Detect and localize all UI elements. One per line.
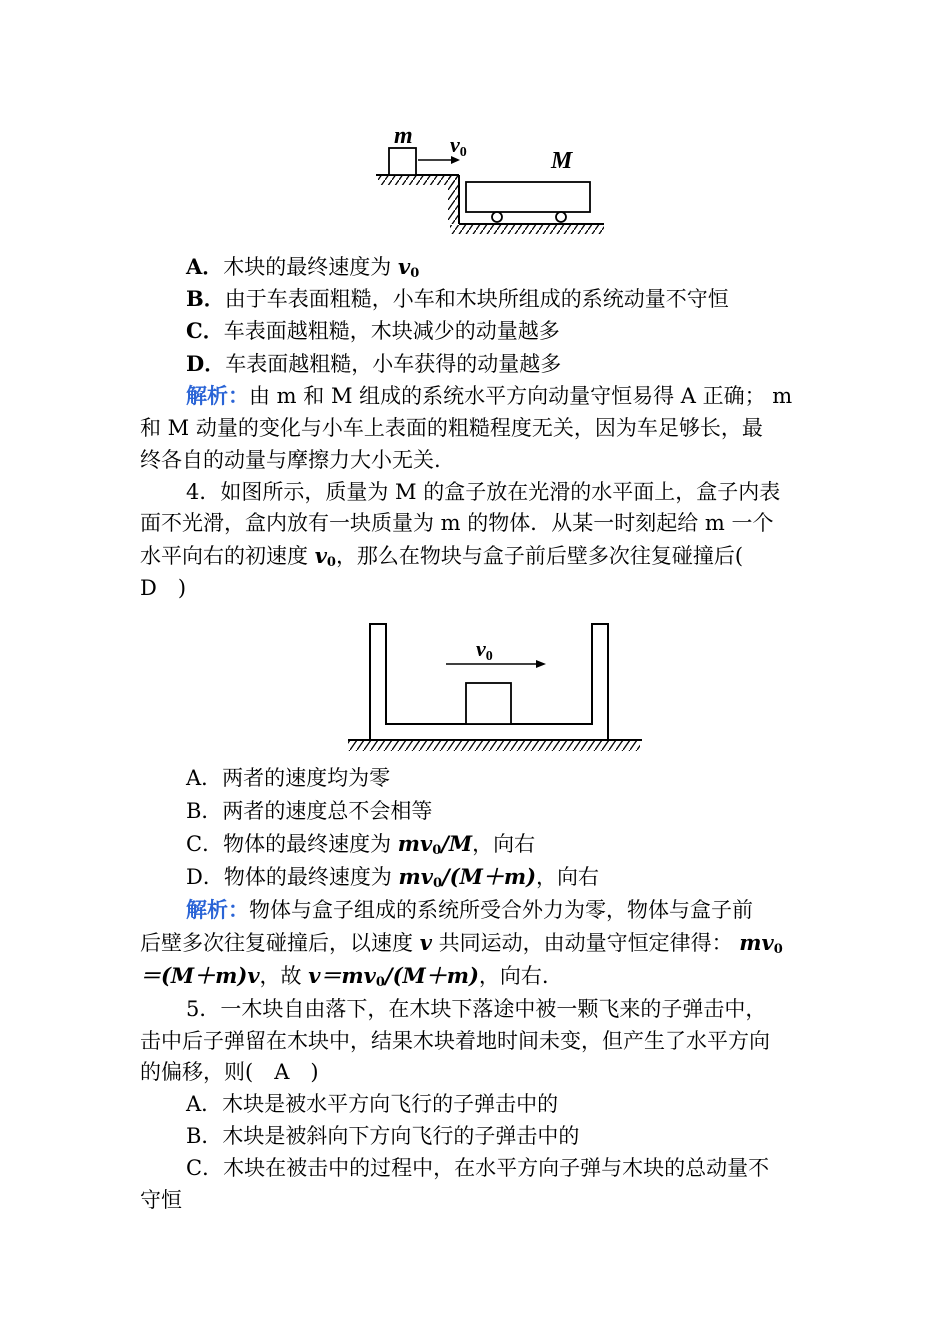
label-v0-box: v0 [476,636,493,664]
q5-stem-line2: 击中后子弹留在木块中，结果木块着地时间未变，但产生了水平方向 [140,1029,770,1053]
q4-option-c: C．物体的最终速度为 $mv_0/M$，向右 [186,831,536,858]
q3-option-c: C．车表面越粗糙，木块减少的动量越多 [186,318,560,343]
q4-analysis-line1: 解析：物体与盒子组成的系统所受合外力为零，物体与盒子前 [186,897,753,922]
q3-option-d: D．车表面越粗糙，小车获得的动量越多 [186,351,562,376]
q3-option-a: A．木块的最终速度为 $v_0$ [186,254,420,281]
q5-option-a: A．木块是被水平方向飞行的子弹击中的 [186,1092,559,1116]
q3-analysis-line1: 解析：由 m 和 M 组成的系统水平方向动量守恒易得 A 正确； m [186,383,793,408]
q5-option-c-line1: C．木块在被击中的过程中，在水平方向子弹与木块的总动量不 [186,1156,770,1180]
q4-stem-line1: 4．如图所示，质量为 M 的盒子放在光滑的水平面上，盒子内表 [186,480,781,504]
label-m: m [394,123,413,149]
q5-option-b: B．木块是被斜向下方向飞行的子弹击中的 [186,1124,580,1148]
q4-option-b: B．两者的速度总不会相等 [186,799,433,823]
q4-analysis-line2: 后壁多次往复碰撞后，以速度 v 共同运动，由动量守恒定律得： $mv_0$ [140,930,783,957]
q4-stem-line2: 面不光滑，盒内放有一块质量为 m 的物体．从某一时刻起给 m 一个 [140,511,774,535]
q5-stem-line3: 的偏移，则( A ) [140,1060,319,1084]
q4-option-a: A．两者的速度均为零 [186,766,391,790]
q3-analysis-line3: 终各自的动量与摩擦力大小无关. [140,448,441,472]
q4-option-d: D．物体的最终速度为 $mv_0/(M+m)$，向右 [186,864,600,891]
block-in-box [466,683,511,724]
q4-stem-line3: 水平向右的初速度 $v_0$，那么在物块与盒子前后壁多次往复碰撞后( [140,543,744,570]
q3-analysis-line2: 和 M 动量的变化与小车上表面的粗糙程度无关，因为车足够长，最 [140,416,763,440]
label-v0: v0 [450,132,467,160]
q4-analysis-line3: ＝(M＋m)v，故 $v=mv_0/(M+m)$，向右. [140,963,549,990]
q3-option-b: B．由于车表面粗糙，小车和木块所组成的系统动量不守恒 [186,286,729,311]
label-M: M [551,148,573,174]
q4-answer: D ) [140,576,187,600]
q5-stem-line1: 5．一木块自由落下，在木块下落途中被一颗飞来的子弹击中， [186,997,767,1021]
q5-option-c-line2: 守恒 [140,1188,182,1212]
